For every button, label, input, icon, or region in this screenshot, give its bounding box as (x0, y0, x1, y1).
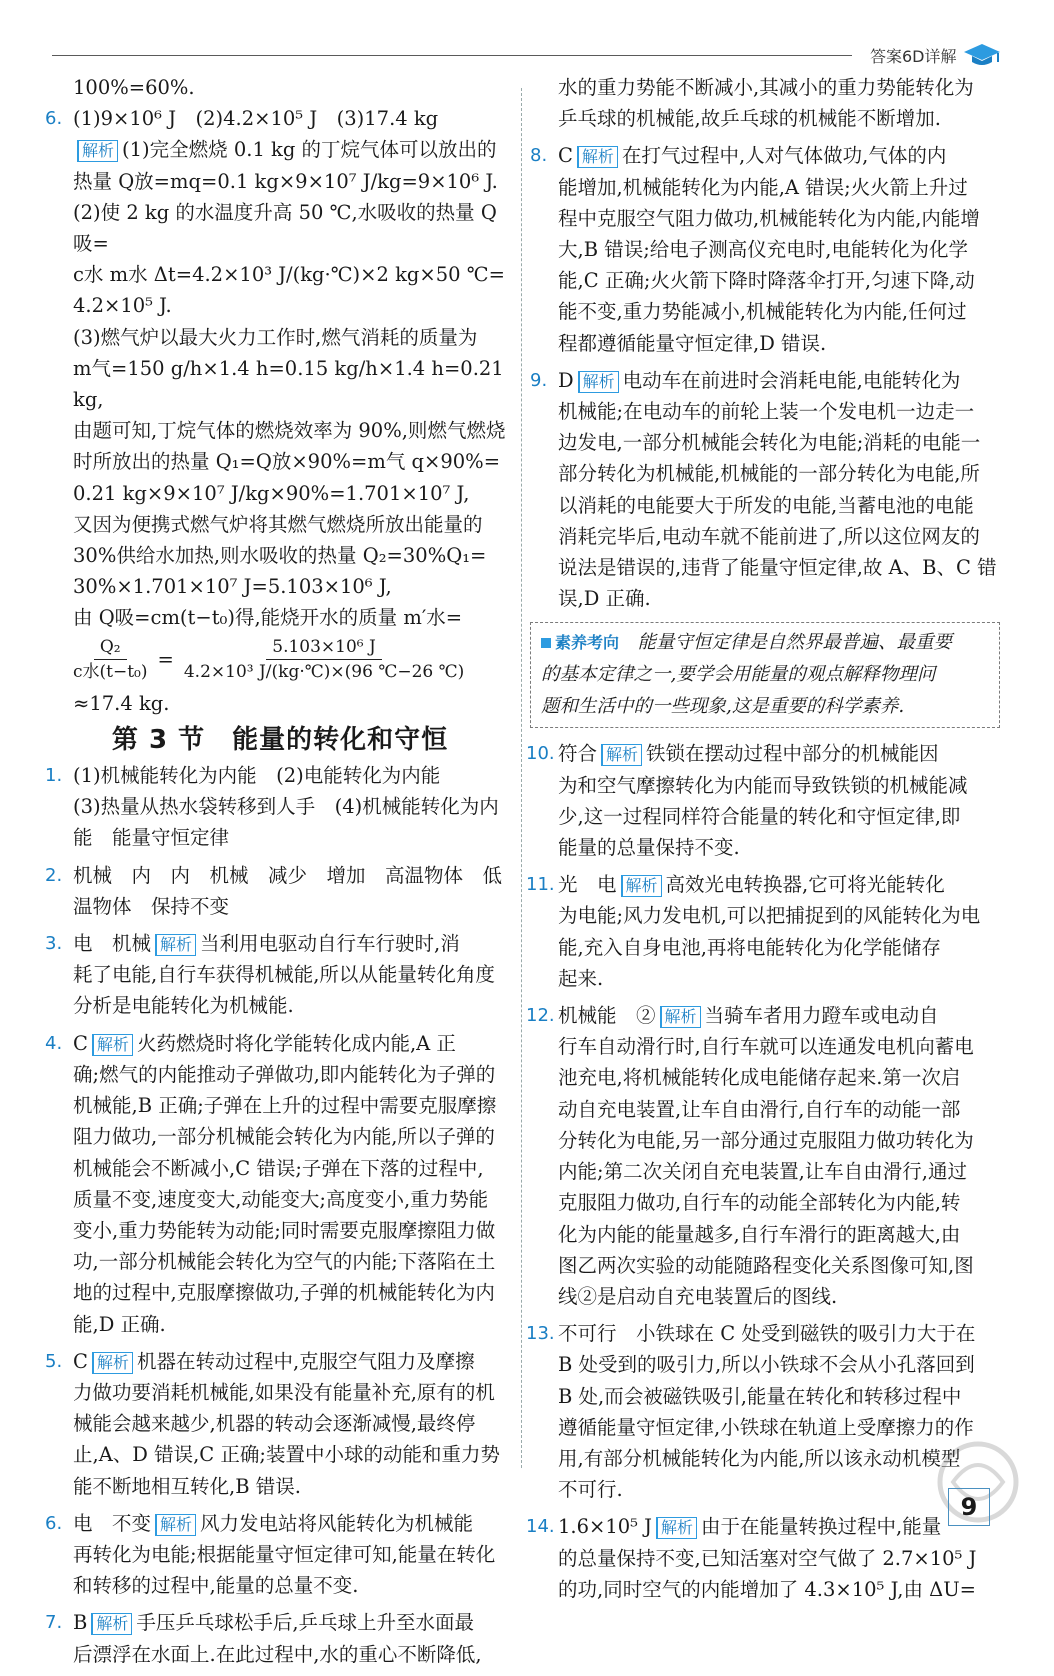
analysis-tag: 解析 (660, 1006, 701, 1028)
answer-item-3 (45, 928, 515, 1022)
analysis-line: 分转化为电能,另一部分通过克服阻力做功转化为 (558, 1128, 974, 1152)
analysis-line: 火药燃烧时将化学能转化成内能,A 正 (136, 1031, 456, 1055)
answer-prefix: 光 电 (558, 873, 617, 897)
analysis-line: 机械能会不断减小,C 错误;子弹在下落的过程中, (73, 1156, 484, 1180)
answer-item-1 (45, 760, 515, 854)
square-bullet-icon (541, 638, 551, 648)
item-number: 12. (526, 1005, 555, 1027)
analysis-line: 消耗完毕后,电动车就不能前进了,所以这位网友的 (558, 524, 980, 548)
analysis-line: 由题可知,丁烷气体的燃烧效率为 90%,则燃气燃烧 (73, 419, 506, 443)
analysis-line: 耗了电能,自行车获得机械能,所以从能量转化角度 (73, 963, 495, 987)
continued-line: 100%=60%. (73, 76, 195, 99)
analysis-line: 误,D 正确. (558, 587, 651, 611)
analysis-line: 程都遵循能量守恒定律,D 错误. (558, 331, 827, 355)
answer-item-11 (526, 869, 1000, 994)
analysis-line: 的总量保持不变,已知活塞对空气做了 2.7×10⁵ J (558, 1546, 977, 1570)
analysis-line: 能不变,重力势能减小,机械能转化为内能,任何过 (558, 300, 967, 324)
answer-line: 能 能量守恒定律 (73, 826, 230, 850)
analysis-line: 部分转化为机械能,机械能的一部分转化为电能,所 (558, 462, 980, 486)
answer-prefix: C (558, 144, 573, 168)
analysis-tag: 解析 (92, 1034, 133, 1056)
item-number: 9. (530, 369, 548, 391)
answer-prefix: 电 不变 (73, 1511, 152, 1535)
answer-line: (1)机械能转化为内能 (2)电能转化为内能 (73, 764, 441, 788)
analysis-line: 止,A、D 错误,C 正确;装置中小球的动能和重力势 (73, 1443, 501, 1467)
analysis-line: 克服阻力做功,自行车的动能全部转化为内能,转 (558, 1191, 961, 1215)
analysis-line: 池充电,将机械能转化成电能储存起来.第一次启 (558, 1066, 961, 1090)
analysis-line: 阻力做功,一部分机械能会转化为内能,所以子弹的 (73, 1125, 495, 1149)
answer-line: 温物体 保持不变 (73, 894, 230, 918)
answer-item-12 (526, 1000, 1000, 1312)
answer-line: 机械 内 内 机械 减少 增加 高温物体 低 (73, 863, 503, 887)
analysis-line: 用,有部分机械能转化为内能,所以该永动机模型 (558, 1446, 961, 1470)
item-number: 14. (526, 1516, 555, 1538)
analysis-line: 大,B 错误;给电子测高仪充电时,电能转化为化学 (558, 238, 968, 262)
analysis-tag: 解析 (155, 934, 196, 956)
analysis-line: 化为内能的能量越多,自行车滑行的距离越大,由 (558, 1222, 961, 1246)
note-tag: 素养考向 (555, 633, 620, 653)
analysis-tag: 解析 (91, 1613, 132, 1635)
analysis-line: 力做功要消耗机械能,如果没有能量补充,原有的机 (73, 1380, 495, 1404)
item-number: 11. (526, 874, 555, 896)
note-line: 题和生活中的一些现象,这是重要的科学素养. (541, 696, 905, 718)
analysis-line: 线②是启动自充电装置后的图线. (558, 1284, 838, 1308)
answer-prefix: 不可行 (558, 1322, 617, 1346)
answer-item-4 (45, 1028, 515, 1340)
analysis-line: 以消耗的电能要大于所发的电能,当蓄电池的电能 (558, 493, 974, 517)
graduation-cap-icon (962, 42, 1002, 68)
note-line: 能量守恒定律是自然界最普遍、最重要 (637, 632, 953, 654)
analysis-line: 30%×1.701×10⁷ J=5.103×10⁶ J, (73, 575, 392, 599)
analysis-line: 动自充电装置,让车自由滑行,自行车的动能一部 (558, 1097, 961, 1121)
analysis-line: 说法是错误的,违背了能量守恒定律,故 A、B、C 错 (558, 556, 997, 580)
analysis-line: 功,一部分机械能会转化为空气的内能;下落陷在土 (73, 1250, 496, 1274)
analysis-line: 手压乒乓球松手后,乒乓球上升至水面最 (136, 1611, 475, 1635)
analysis-line: 能不断地相互转化,B 错误. (73, 1474, 301, 1498)
answer-item-9 (530, 365, 1000, 615)
answer-item-7 (45, 1607, 515, 1669)
analysis-line: 能,充入自身电池,再将电能转化为化学能储存 (558, 935, 941, 959)
item-number: 2. (45, 864, 63, 886)
analysis-line: 能增加,机械能转化为内能,A 错误;火火箭上升过 (558, 175, 968, 199)
fraction-numerator: Q₂ (94, 635, 127, 660)
analysis-tag: 解析 (92, 1352, 133, 1374)
analysis-tag: 解析 (621, 875, 662, 897)
analysis-line: 少,这一过程同样符合能量的转化和守恒定律,即 (558, 804, 961, 828)
answer-prefix: 符合 (558, 742, 598, 766)
item-number: 8. (530, 145, 548, 167)
item-number: 10. (526, 743, 555, 765)
analysis-line: 由于在能量转换过程中,能量 (701, 1515, 942, 1539)
analysis-line: 地的过程中,克服摩擦做功,子弹的机械能转化为内 (73, 1281, 495, 1305)
analysis-line: 内能;第二次关闭自充电装置,让车自由滑行,通过 (558, 1160, 967, 1184)
analysis-line: B 处受到的吸引力,所以小铁球不会从小孔落回到 (558, 1353, 975, 1377)
item-number: 13. (526, 1323, 555, 1345)
analysis-line: 不可行. (558, 1478, 623, 1502)
analysis-tag: 解析 (77, 140, 118, 162)
analysis-line: 质量不变,速度变大,动能变大;高度变小,重力势能 (73, 1187, 489, 1211)
analysis-tag: 解析 (577, 146, 618, 168)
analysis-line: 为和空气摩擦转化为内能而导致铁锁的机械能减 (558, 773, 968, 797)
answer-prefix: D (558, 368, 574, 392)
analysis-line: 遵循能量守恒定律,小铁球在轨道上受摩擦力的作 (558, 1415, 974, 1439)
left-column (45, 72, 515, 1676)
analysis-line: 热量 Q放=mq=0.1 kg×9×10⁷ J/kg=9×10⁶ J. (73, 169, 498, 193)
analysis-line: (3)燃气炉以最大火力工作时,燃气消耗的质量为 (73, 325, 478, 349)
analysis-line: 再转化为电能;根据能量守恒定律可知,能量在转化 (73, 1542, 496, 1566)
analysis-line: 和转移的过程中,能量的总量不变. (73, 1574, 359, 1598)
analysis-line: 后漂浮在水面上.在此过程中,水的重心不断降低, (73, 1642, 482, 1666)
analysis-line: 由 Q吸=cm(t−t₀)得,能烧开水的质量 m′水= (73, 606, 463, 630)
answer-item-6 (45, 103, 515, 633)
continued-line: 乒乓球的机械能,故乒乓球的机械能不断增加. (558, 107, 941, 131)
analysis-line: 为电能;风力发电机,可以把捕捉到的风能转化为电 (558, 904, 981, 928)
analysis-line: 图乙两次实验的动能随路程变化关系图像可知,图 (558, 1253, 974, 1277)
answer-item-6b (45, 1508, 515, 1602)
analysis-line: 30%供给水加热,则水吸收的热量 Q₂=30%Q₁= (73, 544, 487, 568)
header-rule (52, 55, 852, 56)
analysis-line: 0.21 kg×9×10⁷ J/kg×90%=1.701×10⁷ J, (73, 481, 470, 505)
analysis-line: 机器在转动过程中,克服空气阻力及摩擦 (136, 1349, 475, 1373)
analysis-line: 械能会越来越少,机器的转动会逐渐减慢,最终停 (73, 1412, 476, 1436)
analysis-line: 行车自动滑行时,自行车就可以连通发电机向蓄电 (558, 1035, 974, 1059)
fraction-denominator: 4.2×10³ J/(kg·℃)×(96 ℃−26 ℃) (183, 662, 465, 683)
answer-item-5 (45, 1346, 515, 1502)
analysis-line: m气=150 g/h×1.4 h=0.15 kg/h×1.4 h=0.21 kg, (73, 356, 504, 412)
analysis-line: 当骑车者用力蹬车或电动自 (704, 1004, 939, 1028)
answer-item-10 (526, 738, 1000, 863)
answer-prefix: C (73, 1031, 88, 1055)
right-column (526, 72, 1000, 1611)
mass-formula: Q₂ c水(t−t₀) = $\frac{\text{5.103×10⁶ J}}{\text{4.2×10³ J/(kg·℃)×(96 ℃−26 ℃)}}$ (73, 637, 465, 683)
analysis-tag: 解析 (155, 1514, 196, 1536)
item-number: 1. (45, 765, 63, 787)
analysis-line: 能,C 正确;火火箭下降时降落伞打开,匀速下降,动 (558, 269, 975, 293)
analysis-line: 时所放出的热量 Q₁=Q放×90%=m气 q×90%= (73, 450, 501, 474)
analysis-tag: 解析 (601, 744, 642, 766)
fraction-numerator: 5.103×10⁶ J (266, 635, 382, 660)
analysis-line: 确;燃气的内能推动子弹做功,即内能转化为子弹的 (73, 1062, 496, 1086)
column-divider (521, 88, 522, 1468)
analysis-line: 风力发电站将风能转化为机械能 (200, 1511, 474, 1535)
result-line: ≈17.4 kg. (73, 691, 170, 715)
analysis-line: 铁锁在摆动过程中部分的机械能因 (646, 742, 939, 766)
header-title: 答案6D详解 (870, 47, 957, 66)
analysis-line: 程中克服空气阻力做功,机械能转化为内能,内能增 (558, 206, 980, 230)
page-number: 9 (948, 1488, 990, 1526)
analysis-line: 小铁球在 C 处受到磁铁的吸引力大于在 (636, 1322, 976, 1346)
analysis-line: 机械能,B 正确;子弹在上升的过程中需要克服摩擦 (73, 1094, 497, 1118)
analysis-line: 4.2×10⁵ J. (73, 294, 172, 318)
answer-prefix: C (73, 1349, 88, 1373)
fraction-denominator: c水(t−t₀) (73, 662, 148, 683)
analysis-line: 变小,重力势能转为动能;同时需要克服摩擦阻力做 (73, 1218, 496, 1242)
answer-line: (3)热量从热水袋转移到人手 (4)机械能转化为内 (73, 795, 499, 819)
analysis-line: 边发电,一部分机械能会转化为电能;消耗的电能一 (558, 431, 981, 455)
item-number: 3. (45, 933, 63, 955)
analysis-tag: 解析 (656, 1517, 697, 1539)
analysis-line: 在打气过程中,人对气体做功,气体的内 (621, 144, 947, 168)
continued-line: 水的重力势能不断减小,其减小的重力势能转化为 (558, 76, 974, 99)
analysis-line: (2)使 2 kg 的水温度升高 50 ℃,水吸收的热量 Q吸= (73, 200, 497, 256)
item-answer: (1)9×10⁶ J (2)4.2×10⁵ J (3)17.4 kg (73, 107, 439, 131)
answer-prefix: 电 机械 (73, 932, 152, 956)
item-number: 4. (45, 1032, 63, 1054)
item-number: 5. (45, 1350, 63, 1372)
analysis-line: (1)完全燃烧 0.1 kg 的丁烷气体可以放出的 (122, 138, 497, 162)
answer-prefix: 1.6×10⁵ J (558, 1515, 652, 1539)
answer-item-8 (530, 140, 1000, 358)
answer-prefix: B (73, 1611, 88, 1635)
analysis-line: 电动车在前进时会消耗电能,电能转化为 (622, 368, 961, 392)
analysis-line: 能量的总量保持不变. (558, 836, 740, 860)
item-number: 6. (45, 108, 63, 130)
analysis-line: 当利用电驱动自行车行驶时,消 (200, 932, 460, 956)
item-number: 6. (45, 1512, 63, 1534)
analysis-tag: 解析 (578, 371, 619, 393)
item-number: 7. (45, 1612, 63, 1634)
analysis-line: B 处,而会被磁铁吸引,能量在转化和转移过程中 (558, 1384, 962, 1408)
analysis-line: 机械能;在电动车的前轮上装一个发电机一边走一 (558, 400, 975, 424)
literacy-note-box (530, 622, 1000, 728)
analysis-line: 又因为便携式燃气炉将其燃气燃烧所放出能量的 (73, 512, 483, 536)
analysis-line: 的功,同时空气的内能增加了 4.3×10⁵ J,由 ΔU= (558, 1577, 977, 1601)
note-line: 的基本定律之一,要学会用能量的观点解释物理问 (541, 664, 936, 686)
answer-prefix: 机械能 ② (558, 1004, 656, 1028)
section-title: 第 3 节 能量的转化和守恒 (111, 724, 449, 755)
analysis-line: 高效光电转换器,它可将光能转化 (665, 873, 945, 897)
analysis-line: 分析是电能转化为机械能. (73, 994, 294, 1018)
answer-item-2 (45, 860, 515, 922)
analysis-line: 能,D 正确. (73, 1312, 166, 1336)
analysis-line: c水 m水 Δt=4.2×10³ J/(kg·℃)×2 kg×50 ℃= (73, 263, 505, 287)
analysis-line: 起来. (558, 966, 604, 990)
